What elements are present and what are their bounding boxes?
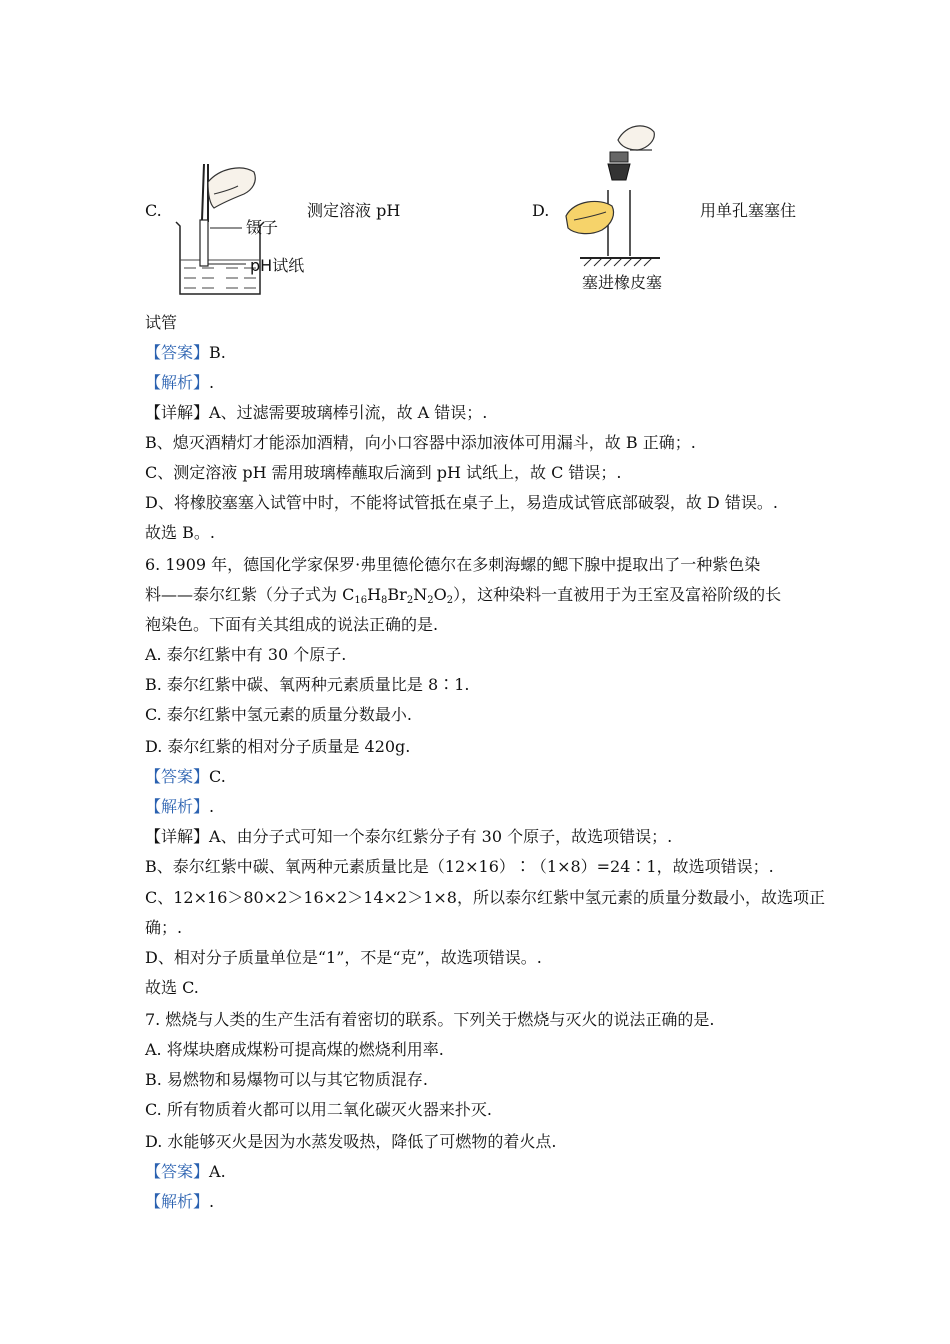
q6-detail-line: 确；.	[145, 918, 183, 937]
detail-tag: 【详解】	[145, 403, 210, 422]
q6-conclusion: 故选 C.	[145, 978, 199, 997]
q6-detail-line: B、泰尔红紫中碳、氧两种元素质量比是（12×16）∶（1×8）=24∶1，故选项错误；.	[145, 857, 774, 876]
answer-tag: 【答案】	[145, 767, 210, 786]
q5-answer	[145, 343, 226, 363]
ph-test-illustration	[168, 160, 308, 302]
option-c-letter: C.	[145, 201, 162, 220]
q7-option-d: D. 水能够灭火是因为水蒸发吸热，降低了可燃物的着火点.	[145, 1132, 557, 1151]
q6-analysis: 【解析】.	[145, 797, 215, 816]
tweezers-label: 镊子	[246, 218, 279, 237]
q6-option-a: A. 泰尔红紫中有 30 个原子.	[145, 645, 347, 664]
q5-detail: 【详解】A、过滤需要玻璃棒引流，故 A 错误；.	[145, 403, 488, 422]
option-d-letter: D.	[532, 201, 550, 220]
q6-option-c: C. 泰尔红紫中氢元素的质量分数最小.	[145, 705, 412, 724]
answer-value: C.	[209, 767, 226, 786]
analysis-tag: 【解析】	[145, 373, 210, 392]
q6-option-b: B. 泰尔红紫中碳、氧两种元素质量比是 8∶1.	[145, 675, 470, 694]
q7-option-c: C. 所有物质着火都可以用二氧化碳灭火器来扑灭.	[145, 1100, 492, 1119]
caption-wrap: 试管	[145, 313, 178, 332]
q6-detail-line: D、相对分子质量单位是“1”，不是“克”，故选项错误。.	[145, 948, 542, 967]
answer-tag: 【答案】	[145, 1162, 210, 1181]
analysis-tag: 【解析】	[145, 797, 210, 816]
q5-detail-line: D、将橡胶塞塞入试管中时，不能将试管抵在桌子上，易造成试管底部破裂，故 D 错误。.	[145, 493, 778, 512]
q7-stem: 7. 燃烧与人类的生产生活有着密切的联系。下列关于燃烧与灭火的说法正确的是.	[145, 1010, 715, 1029]
answer-value: B.	[209, 343, 226, 362]
q7-analysis: 【解析】.	[145, 1192, 215, 1211]
q5-detail-line: B、熄灭酒精灯才能添加酒精，向小口容器中添加液体可用漏斗，故 B 正确；.	[145, 433, 696, 452]
q5-analysis: 【解析】.	[145, 373, 215, 392]
q6-detail: 【详解】A、由分子式可知一个泰尔红紫分子有 30 个原子，故选项错误；.	[145, 827, 673, 846]
ph-paper-label: pH试纸	[250, 256, 305, 275]
q6-answer	[145, 767, 226, 787]
q5-detail-line: C、测定溶液 pH 需用玻璃棒蘸取后滴到 pH 试纸上，故 C 错误；.	[145, 463, 622, 482]
q6-detail-line: C、12×16＞80×2＞16×2＞14×2＞1×8，所以泰尔红紫中氢元素的质量分数最小，故选项正	[145, 888, 825, 907]
q6-stem-line: 料——泰尔红紫（分子式为 $C_{16}H_8Br_2N_2O_2$），这种染料一直被用于为王室及富裕阶级的长	[145, 585, 782, 606]
analysis-tag: 【解析】	[145, 1192, 210, 1211]
q5-conclusion: 故选 B。.	[145, 523, 215, 542]
q6-stem-line: 6. 1909 年，德国化学家保罗·弗里德伦德尔在多刺海螺的鳃下腺中提取出了一种紫色染	[145, 555, 761, 574]
q7-option-b: B. 易燃物和易爆物可以与其它物质混存.	[145, 1070, 429, 1089]
detail-tag: 【详解】	[145, 827, 210, 846]
answer-value: A.	[209, 1162, 226, 1181]
answer-tag: 【答案】	[145, 343, 210, 362]
q6-stem-line: 袍染色。下面有关其组成的说法正确的是.	[145, 615, 439, 634]
option-d-caption: 用单孔塞塞住	[700, 201, 797, 220]
q7-answer	[145, 1162, 226, 1182]
option-c-caption: 测定溶液 pH	[307, 201, 401, 220]
stopper-action-label: 塞进橡皮塞	[582, 273, 663, 292]
stopper-illustration	[560, 120, 670, 270]
q6-option-d: D. 泰尔红紫的相对分子质量是 420g.	[145, 737, 411, 756]
q7-option-a: A. 将煤块磨成煤粉可提高煤的燃烧利用率.	[145, 1040, 444, 1059]
